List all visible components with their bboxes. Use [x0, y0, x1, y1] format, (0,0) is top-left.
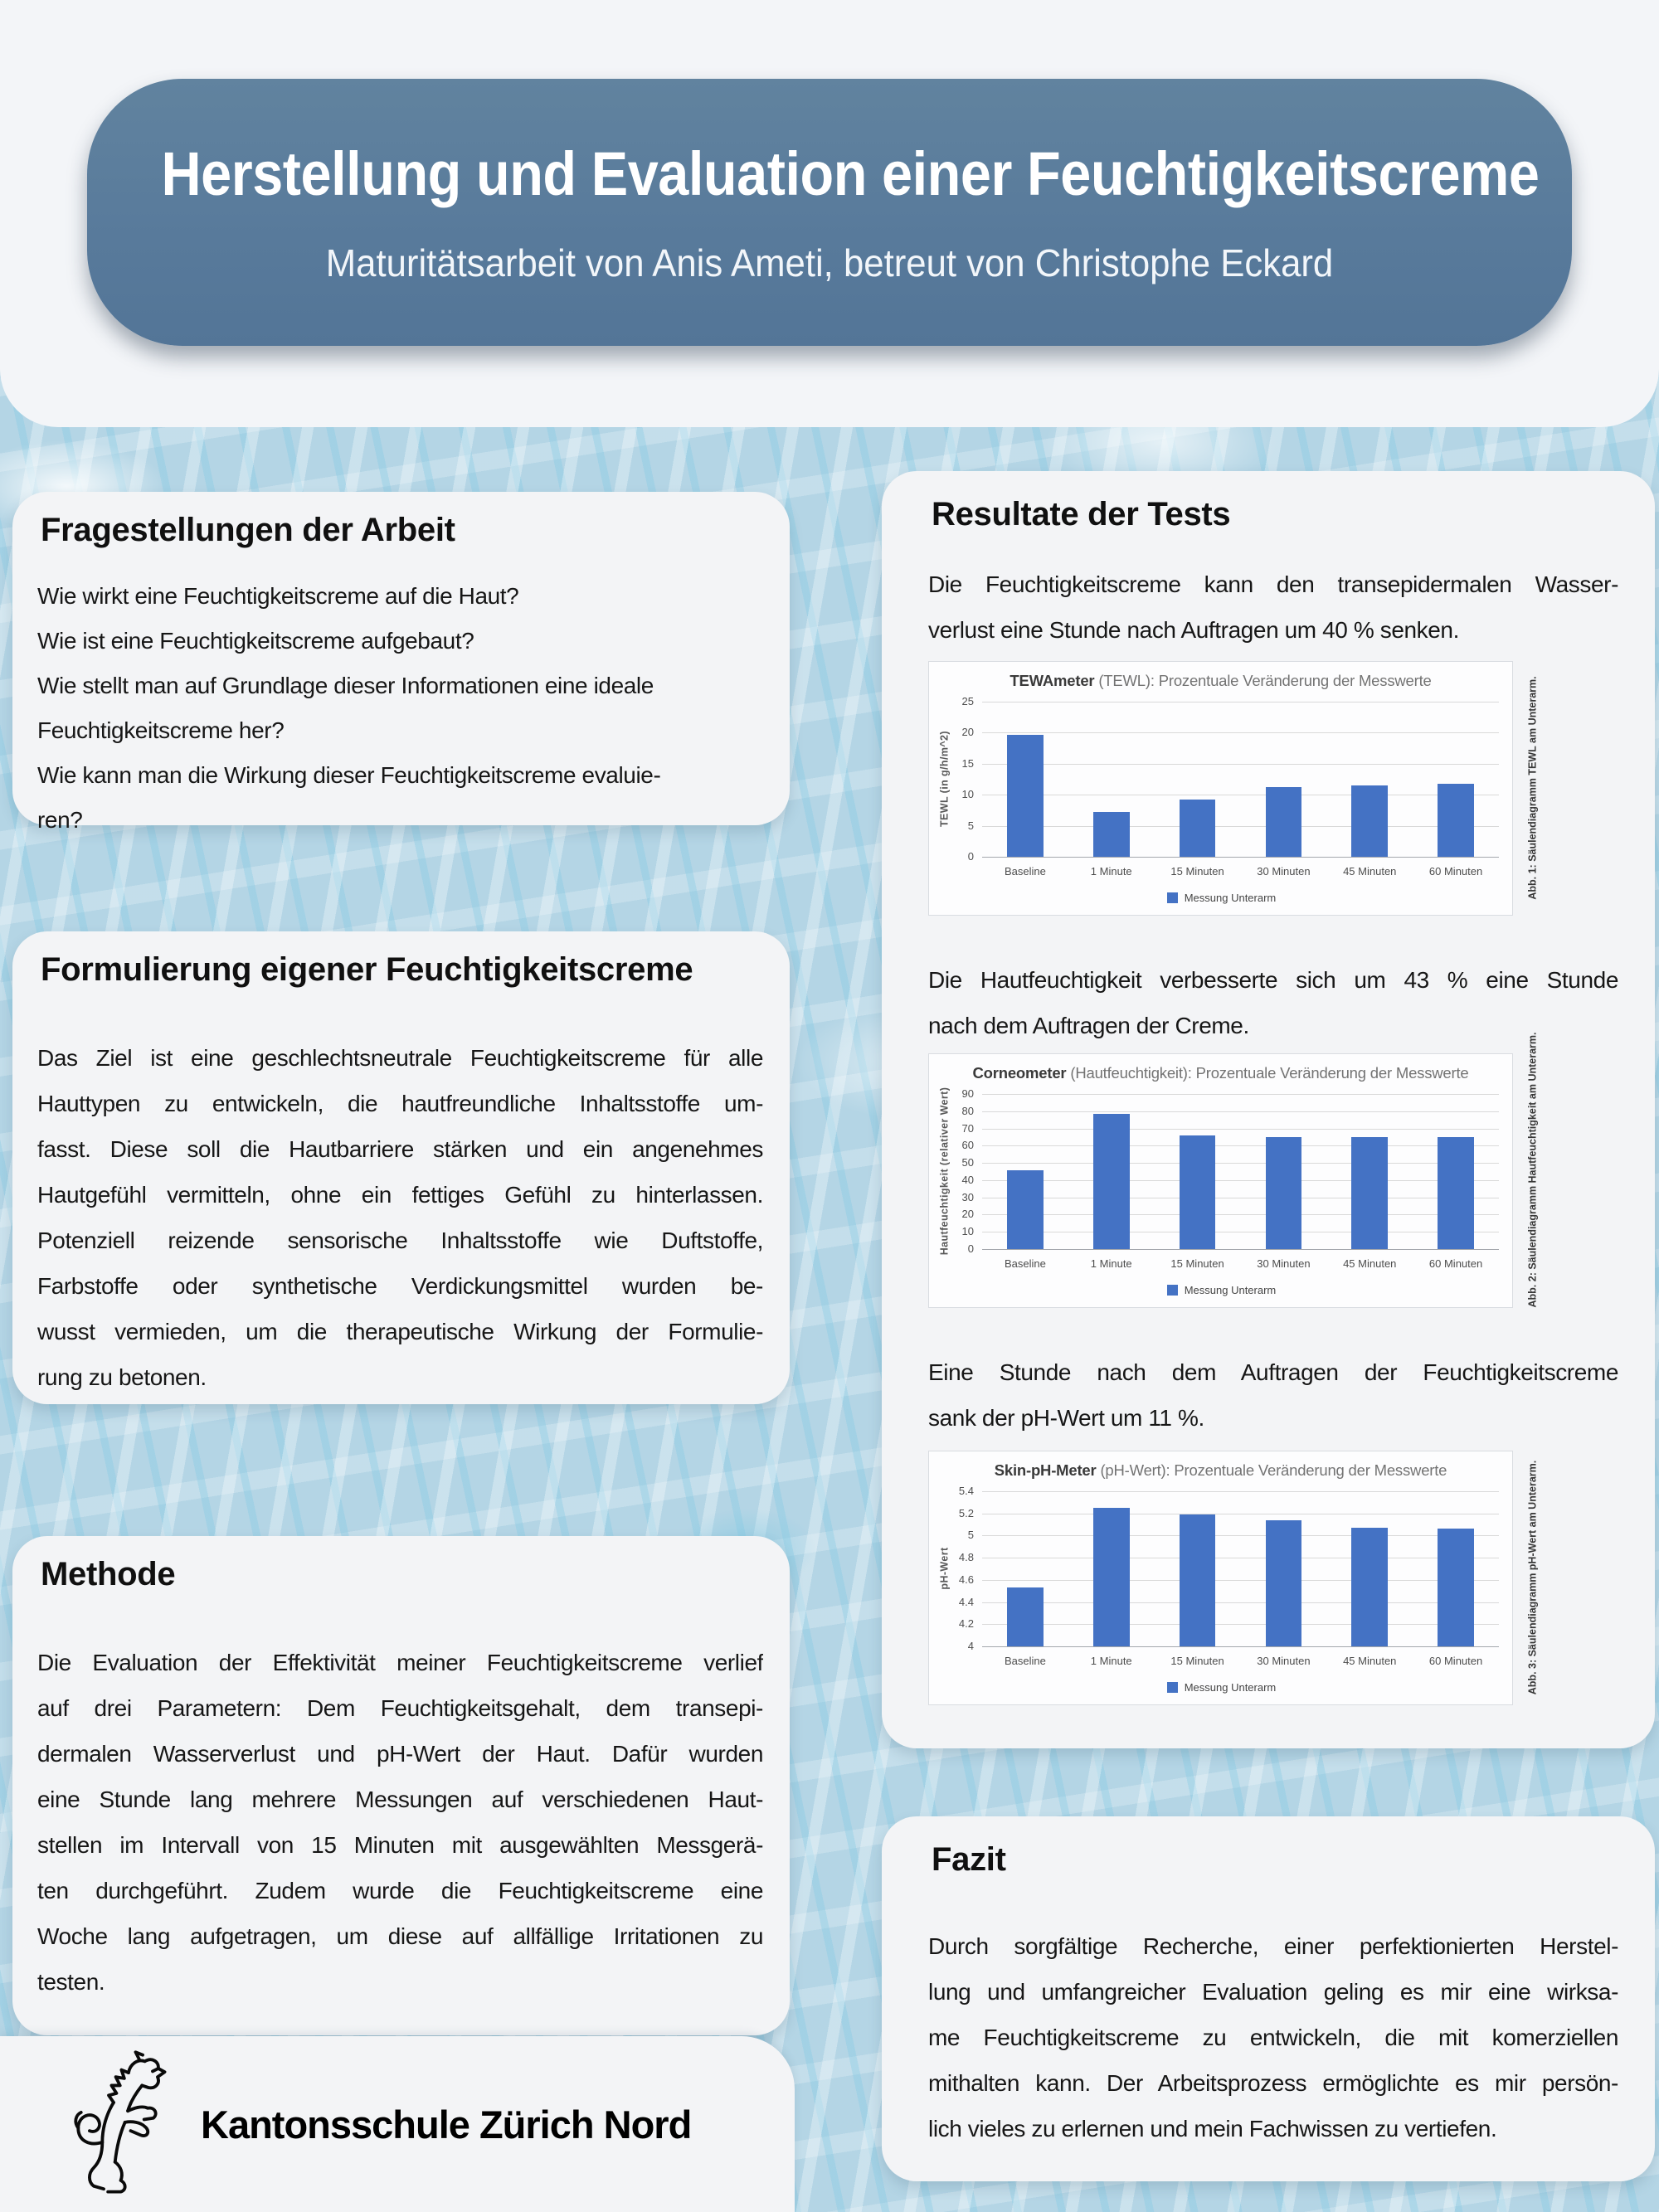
x-tick-label: 45 Minuten [1343, 1257, 1397, 1270]
text-line: Hautgefühl vermitteln, ohne ein fettiges Gefühl zu hinterlassen. [37, 1182, 763, 1208]
x-tick-label: 60 Minuten [1428, 865, 1483, 878]
legend-label: Messung Unterarm [1184, 1284, 1277, 1296]
legend-label: Messung Unterarm [1184, 892, 1277, 904]
chart-panel [928, 1053, 1513, 1308]
x-tick-label: 45 Minuten [1343, 1655, 1397, 1667]
formulation-card [12, 931, 790, 1404]
method-heading: Methode [41, 1556, 176, 1592]
x-axis-line [982, 1249, 1499, 1250]
y-tick-label: 5 [967, 819, 974, 832]
gridline [982, 1111, 1499, 1112]
y-tick-label: 40 [961, 1173, 974, 1186]
school-name: Kantonsschule Zürich Nord [201, 2102, 692, 2146]
text-line: verlust eine Stunde nach Auftragen um 40 % senken. [928, 617, 1459, 643]
x-tick-label: Baseline [1004, 1655, 1046, 1667]
y-axis-title: TEWL (in g/h/m^2) [938, 730, 950, 827]
y-tick-label: 90 [961, 1087, 974, 1100]
gridline [982, 1602, 1499, 1603]
formulation-heading: Formulierung eigener Feuchtigkeitscreme [41, 951, 693, 988]
text-line: Woche lang aufgetragen, um diese auf allfällige Irritationen zu [37, 1923, 763, 1949]
y-tick-label: 80 [961, 1104, 974, 1117]
chart-title: Corneometer (Hautfeuchtigkeit): Prozentuale Veränderung der Messwerte [972, 1064, 1469, 1082]
corneometer-chart [928, 1031, 1550, 1308]
y-tick-label: 10 [961, 788, 974, 801]
fazit-heading: Fazit [932, 1841, 1006, 1878]
bar [1093, 1114, 1130, 1249]
text-line: auf drei Parametern: Dem Feuchtigkeitsgehalt, dem transepi- [37, 1695, 763, 1721]
y-tick-label: 60 [961, 1139, 974, 1152]
text-line: sank der pH-Wert um 11 %. [928, 1405, 1204, 1431]
fazit-card [882, 1816, 1655, 2181]
text-line: Die Feuchtigkeitscreme kann den transepidermalen Wasser- [928, 571, 1618, 597]
x-tick-label: 15 Minuten [1170, 865, 1224, 878]
y-axis-title: pH-Wert [938, 1546, 950, 1590]
text-line: Wie stellt man auf Grundlage dieser Informationen eine ideale [37, 673, 654, 698]
text-line: dermalen Wasserverlust und pH-Wert der Haut. Dafür wurden [37, 1741, 763, 1767]
text-line: testen. [37, 1969, 105, 1995]
legend [929, 1284, 1514, 1296]
bar [1266, 1137, 1302, 1249]
results-paragraph-1 [928, 562, 1618, 653]
text-line: stellen im Intervall von 15 Minuten mit ausgewählten Messgerä- [37, 1832, 763, 1858]
legend-label: Messung Unterarm [1184, 1681, 1277, 1694]
x-axis-line [982, 1646, 1499, 1647]
bar [1007, 1170, 1044, 1249]
y-tick-label: 4.6 [958, 1573, 974, 1586]
y-tick-label: 0 [967, 850, 974, 863]
results-heading: Resultate der Tests [932, 496, 1231, 532]
questions-text [37, 574, 763, 843]
method-text [37, 1640, 763, 2005]
y-tick-label: 5.4 [958, 1485, 974, 1497]
y-tick-label: 20 [961, 726, 974, 739]
text-line: lung und umfangreicher Evaluation geling es mir eine wirksa- [928, 1979, 1618, 2005]
questions-heading: Fragestellungen der Arbeit [41, 512, 455, 548]
text-line: ren? [37, 807, 83, 833]
text-line: eine Stunde lang mehrere Messungen auf verschiedenen Haut- [37, 1787, 763, 1812]
text-line: rung zu betonen. [37, 1364, 207, 1390]
text-line: wusst vermieden, um die therapeutische Wirkung der Formulie- [37, 1319, 763, 1344]
bar [1093, 1508, 1130, 1646]
y-tick-label: 5.2 [958, 1506, 974, 1519]
questions-card [12, 492, 790, 833]
y-tick-label: 70 [961, 1121, 974, 1135]
text-line: lich vieles zu erlernen und mein Fachwissen zu vertiefen. [928, 2116, 1497, 2142]
x-tick-label: Baseline [1004, 865, 1046, 878]
chart-panel [928, 661, 1513, 916]
results-card [882, 471, 1655, 1748]
text-line: Durch sorgfältige Recherche, einer perfektionierten Herstel- [928, 1933, 1618, 1959]
x-tick-label: 30 Minuten [1257, 865, 1311, 878]
poster-subtitle: Maturitätsarbeit von Anis Ameti, betreut von Christophe Eckard [325, 241, 1334, 284]
x-tick-label: 60 Minuten [1428, 1655, 1483, 1667]
legend-swatch-icon [1167, 892, 1178, 903]
gridline [982, 1145, 1499, 1146]
x-tick-label: 30 Minuten [1257, 1655, 1311, 1667]
results-paragraph-3 [928, 1349, 1618, 1441]
bar [1093, 812, 1130, 857]
x-tick-label: 60 Minuten [1428, 1257, 1483, 1270]
x-tick-label: 1 Minute [1090, 1655, 1132, 1667]
text-line: Eine Stunde nach dem Auftragen der Feuchtigkeitscreme [928, 1359, 1618, 1385]
y-tick-label: 4.4 [958, 1595, 974, 1608]
y-axis-title: Hautfeuchtigkeit (relativer Wert) [938, 1087, 950, 1255]
text-line: Wie wirkt eine Feuchtigkeitscreme auf die Haut? [37, 583, 519, 609]
y-tick-label: 50 [961, 1156, 974, 1169]
text-line: me Feuchtigkeitscreme zu entwickeln, die mit komerziellen [928, 2025, 1618, 2050]
x-tick-label: 1 Minute [1090, 865, 1132, 878]
x-tick-label: 1 Minute [1090, 1257, 1132, 1270]
text-line: Das Ziel ist eine geschlechtsneutrale Feuchtigkeitscreme für alle [37, 1045, 763, 1071]
legend-swatch-icon [1167, 1682, 1178, 1693]
gridline [982, 1535, 1499, 1536]
y-tick-label: 25 [961, 695, 974, 707]
gridline [982, 1214, 1499, 1215]
formulation-text [37, 1035, 763, 1400]
legend [929, 892, 1514, 904]
text-line: Wie kann man die Wirkung dieser Feuchtigkeitscreme evaluie- [37, 762, 661, 788]
bar [1351, 1528, 1388, 1646]
zurich-lion-icon [51, 2049, 176, 2205]
y-tick-label: 4.2 [958, 1617, 974, 1631]
gridline [982, 1580, 1499, 1581]
legend [929, 1681, 1514, 1694]
text-line: nach dem Auftragen der Creme. [928, 1013, 1249, 1038]
y-tick-label: 5 [967, 1529, 974, 1542]
tewl-chart [928, 661, 1550, 916]
bar [1180, 1135, 1216, 1249]
gridline [982, 1163, 1499, 1164]
poster-title: Herstellung und Evaluation einer Feuchtigkeitscreme [161, 139, 1540, 208]
results-paragraph-2 [928, 957, 1618, 1048]
gridline [982, 764, 1499, 765]
y-tick-label: 15 [961, 756, 974, 770]
text-line: Farbstoffe oder synthetische Verdickungsmittel wurden be- [37, 1273, 763, 1299]
bar [1438, 1529, 1474, 1646]
y-tick-label: 4.8 [958, 1551, 974, 1564]
gridline [982, 826, 1499, 827]
school-logo-box [0, 2036, 795, 2212]
y-tick-label: 4 [967, 1640, 974, 1652]
bar [1351, 1137, 1388, 1249]
chart-panel [928, 1451, 1513, 1705]
text-line: Die Hautfeuchtigkeit verbesserte sich um 43 % eine Stunde [928, 967, 1618, 993]
legend-swatch-icon [1167, 1285, 1178, 1296]
text-line: Feuchtigkeitscreme her? [37, 717, 285, 743]
x-axis-line [982, 857, 1499, 858]
text-line: mithalten kann. Der Arbeitsprozess ermöglichte es mir persön- [928, 2070, 1618, 2096]
gridline [982, 1624, 1499, 1625]
bar [1180, 1514, 1216, 1646]
bar [1266, 787, 1302, 857]
x-tick-label: 15 Minuten [1170, 1257, 1224, 1270]
y-tick-label: 30 [961, 1190, 974, 1203]
bar [1438, 1137, 1474, 1249]
chart-title: TEWAmeter (TEWL): Prozentuale Veränderung der Messwerte [1010, 672, 1432, 689]
chart-title: Skin-pH-Meter (pH-Wert): Prozentuale Veränderung der Messwerte [994, 1461, 1447, 1479]
method-card [12, 1536, 790, 2035]
figure-caption: Abb. 2: Säulendiagramm Hautfeuchtigkeit am Unterarm. [1526, 1031, 1538, 1307]
text-line: Potenziell reizende sensorische Inhaltsstoffe wie Duftstoffe, [37, 1228, 763, 1253]
gridline [982, 732, 1499, 733]
gridline [982, 1491, 1499, 1492]
gridline [982, 1129, 1499, 1130]
fazit-text [928, 1923, 1618, 2151]
bar [1007, 735, 1044, 857]
header-banner [87, 79, 1572, 346]
y-tick-label: 10 [961, 1225, 974, 1238]
bar [1266, 1520, 1302, 1646]
text-line: Hauttypen zu entwickeln, die hautfreundliche Inhaltsstoffe um- [37, 1091, 763, 1116]
y-tick-label: 20 [961, 1208, 974, 1221]
gridline [982, 1180, 1499, 1181]
ph-chart [928, 1451, 1550, 1705]
bar [1180, 800, 1216, 857]
bar [1351, 785, 1388, 857]
text-line: fasst. Diese soll die Hautbarriere stärken und ein angenehmes [37, 1136, 763, 1162]
figure-caption: Abb. 1: Säulendiagramm TEWL am Unterarm. [1526, 675, 1538, 900]
text-line: ten durchgeführt. Zudem wurde die Feuchtigkeitscreme eine [37, 1878, 763, 1903]
bar [1438, 784, 1474, 857]
bar [1007, 1587, 1044, 1646]
x-tick-label: 45 Minuten [1343, 865, 1397, 878]
gridline [982, 1094, 1499, 1095]
text-line: Wie ist eine Feuchtigkeitscreme aufgebaut? [37, 628, 474, 654]
x-tick-label: 30 Minuten [1257, 1257, 1311, 1270]
x-tick-label: Baseline [1004, 1257, 1046, 1270]
y-tick-label: 0 [967, 1242, 974, 1255]
figure-caption: Abb. 3: Säulendiagramm pH-Wert am Unterarm. [1526, 1460, 1538, 1694]
x-tick-label: 15 Minuten [1170, 1655, 1224, 1667]
text-line: Die Evaluation der Effektivität meiner Feuchtigkeitscreme verlief [37, 1650, 763, 1675]
